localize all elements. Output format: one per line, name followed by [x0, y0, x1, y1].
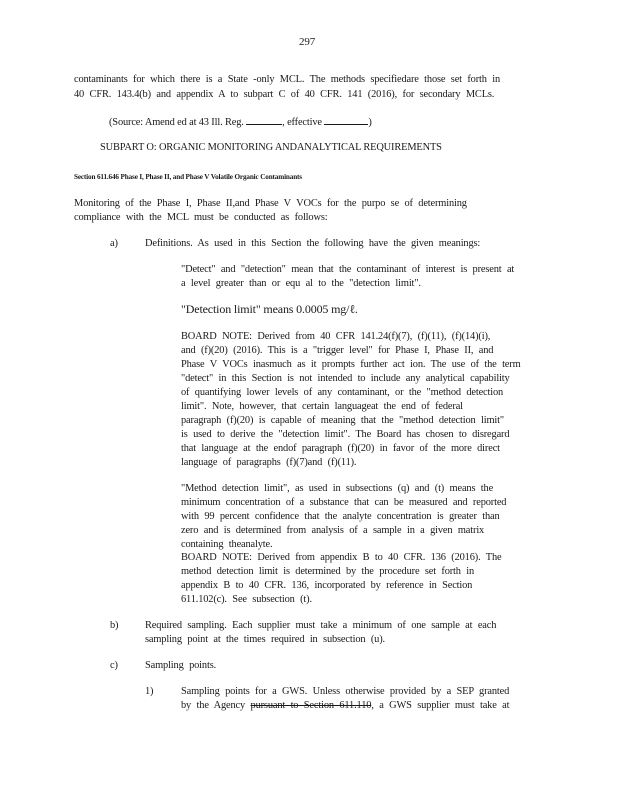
- board-note-1-line: "detect" in this Section is not intended to include any analytical capability: [181, 373, 510, 384]
- detect-definition-line-2: a level greater than or equ al to the "detection limit".: [181, 278, 421, 289]
- subsection-b-label: b): [110, 620, 119, 631]
- board-note-1-line: Phase V VOCs inasmuch as it prompts further act ion. The use of the term: [181, 359, 521, 370]
- source-date-blank: [324, 114, 368, 125]
- item-1-line-2-start: by the Agency: [181, 700, 246, 711]
- board-note-1-line: that language at the endof paragraph (f)(20) in favor of the more direct: [181, 443, 500, 454]
- board-note-2-line: appendix B to 40 CFR. 136, incorporated by reference in Section: [181, 580, 473, 591]
- source-mid: , effective: [282, 117, 322, 128]
- section-heading: Section 611.646 Phase I, Phase II, and Phase V Volatile Organic Contaminants: [74, 173, 302, 181]
- monitoring-line-2: compliance with the MCL must be conducted as follows:: [74, 212, 328, 223]
- source-note: [109, 114, 372, 130]
- board-note-1-line: paragraph (f)(20) is capable of meaning that the "method detection limit": [181, 415, 504, 426]
- subsection-c-label: c): [110, 660, 118, 671]
- item-1-label: 1): [145, 686, 154, 697]
- item-1-line-2: [181, 699, 509, 713]
- mdl-definition-line: containing theanalyte.: [181, 539, 273, 550]
- page-number: 297: [299, 36, 316, 48]
- source-suffix: ): [368, 117, 372, 128]
- board-note-1-line: of quantifying lower levels of any contaminant, or the "method detection: [181, 387, 504, 398]
- subsection-a-text: Definitions. As used in this Section the following have the given meanings:: [145, 238, 481, 249]
- struck-text: pursuant to Section 611.110: [250, 700, 372, 711]
- source-prefix: (Source: Amend ed at 43 Ill. Reg.: [109, 117, 244, 128]
- subpart-heading: SUBPART O: ORGANIC MONITORING ANDANALYTICAL REQUIREMENTS: [100, 142, 442, 153]
- monitoring-line-1: Monitoring of the Phase I, Phase II,and Phase V VOCs for the purpo se of determining: [74, 198, 467, 209]
- subsection-b-line-1: Required sampling. Each supplier must take a minimum of one sample at each: [145, 620, 497, 631]
- board-note-2-line: BOARD NOTE: Derived from appendix B to 40 CFR. 136 (2016). The: [181, 552, 502, 563]
- item-1-line-2-end: , a GWS supplier must take at: [371, 700, 510, 711]
- mdl-definition-line: with 99 percent confidence that the analyte concentration is greater than: [181, 511, 500, 522]
- board-note-1-line: and (f)(20) (2016). This is a "trigger level" for Phase I, Phase II, and: [181, 345, 494, 356]
- detect-definition-line-1: "Detect" and "detection" mean that the contaminant of interest is present at: [181, 264, 515, 275]
- source-reg-blank: [246, 114, 282, 125]
- subsection-b-line-2: sampling point at the times required in subsection (u).: [145, 634, 385, 645]
- board-note-1-line: language of paragraphs (f)(7)and (f)(11).: [181, 457, 357, 468]
- mdl-definition-line: minimum concentration of a substance that can be measured and reported: [181, 497, 507, 508]
- board-note-2-line: method detection limit is determined by the procedure set forth in: [181, 566, 475, 577]
- board-note-2-line: 611.102(c). See subsection (t).: [181, 594, 312, 605]
- board-note-1-line: BOARD NOTE: Derived from 40 CFR 141.24(f)(7), (f)(11), (f)(14)(i),: [181, 331, 491, 342]
- subsection-c-text: Sampling points.: [145, 660, 217, 671]
- intro-line-1: contaminants for which there is a State -only MCL. The methods specifiedare those set forth in: [74, 74, 501, 85]
- board-note-1-line: is used to derive the "detection limit". The Board has chosen to disregard: [181, 429, 510, 440]
- mdl-definition-line: zero and is determined from analysis of a sample in a given matrix: [181, 525, 485, 536]
- board-note-1-line: limit". Note, however, that certain languageat the end of federal: [181, 401, 463, 412]
- mdl-definition-line: "Method detection limit", as used in subsections (q) and (t) means the: [181, 483, 494, 494]
- item-1-line-1: Sampling points for a GWS. Unless otherwise provided by a SEP granted: [181, 686, 510, 697]
- intro-line-2: 40 CFR. 143.4(b) and appendix A to subpart C of 40 CFR. 141 (2016), for secondary MCLs.: [74, 89, 495, 100]
- subsection-a-label: a): [110, 238, 118, 249]
- detection-limit-definition: "Detection limit" means 0.0005 mg/ℓ.: [181, 302, 358, 316]
